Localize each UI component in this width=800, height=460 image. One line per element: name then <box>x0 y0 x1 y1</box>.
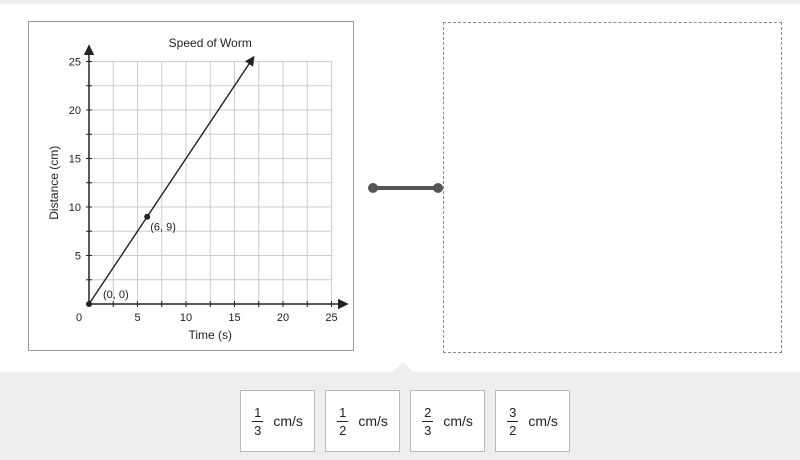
data-point <box>86 301 92 307</box>
x-tick-label: 10 <box>179 312 193 324</box>
x-axis-label: Time (s) <box>188 328 233 342</box>
tray-notch <box>393 362 413 372</box>
tile-numerator: 3 <box>509 404 517 420</box>
data-point-label: (6, 9) <box>150 221 176 234</box>
answer-tile-one-half[interactable] <box>325 390 400 452</box>
drag-connector[interactable] <box>366 180 446 196</box>
y-tick-label: 5 <box>74 250 81 263</box>
answer-tile-one-third[interactable] <box>240 390 315 452</box>
tile-fraction <box>422 406 433 437</box>
answer-tray <box>0 372 800 460</box>
tile-fraction <box>252 406 263 437</box>
tile-fraction <box>507 406 518 437</box>
x-tick-label: 5 <box>134 312 141 324</box>
answer-drop-zone[interactable] <box>443 22 782 353</box>
tile-denominator: 2 <box>339 422 347 438</box>
connector-end-handle[interactable] <box>433 183 443 193</box>
graph-panel <box>28 21 354 351</box>
tile-numerator: 1 <box>339 404 347 420</box>
speed-chart <box>29 22 355 352</box>
y-tick-label: 20 <box>68 105 81 117</box>
y-tick-label: 15 <box>68 153 81 166</box>
tile-unit: cm/s <box>273 413 303 429</box>
data-point-label: (0, 0) <box>103 289 129 301</box>
x-tick-label: 20 <box>276 312 290 324</box>
tile-unit: cm/s <box>528 413 558 429</box>
tile-unit: cm/s <box>358 413 388 429</box>
tile-numerator: 2 <box>424 404 432 420</box>
y-tick-label: 25 <box>68 56 81 69</box>
y-tick-label: 10 <box>68 202 81 214</box>
tile-denominator: 2 <box>509 422 517 438</box>
x-tick-label: 25 <box>325 312 338 324</box>
tile-denominator: 3 <box>424 422 432 438</box>
tile-unit: cm/s <box>443 413 473 429</box>
x-tick-label: 15 <box>228 312 241 324</box>
origin-label: 0 <box>75 312 83 324</box>
top-edge <box>0 0 800 4</box>
y-axis-label: Distance (cm) <box>47 145 61 220</box>
tile-numerator: 1 <box>254 404 262 420</box>
answer-tile-two-thirds[interactable] <box>410 390 485 452</box>
answer-tile-three-halves[interactable] <box>495 390 570 452</box>
chart-title: Speed of Worm <box>168 36 252 50</box>
tile-fraction <box>337 406 348 437</box>
data-point <box>144 214 150 220</box>
connector-start-handle[interactable] <box>368 183 378 193</box>
tile-denominator: 3 <box>254 422 262 438</box>
